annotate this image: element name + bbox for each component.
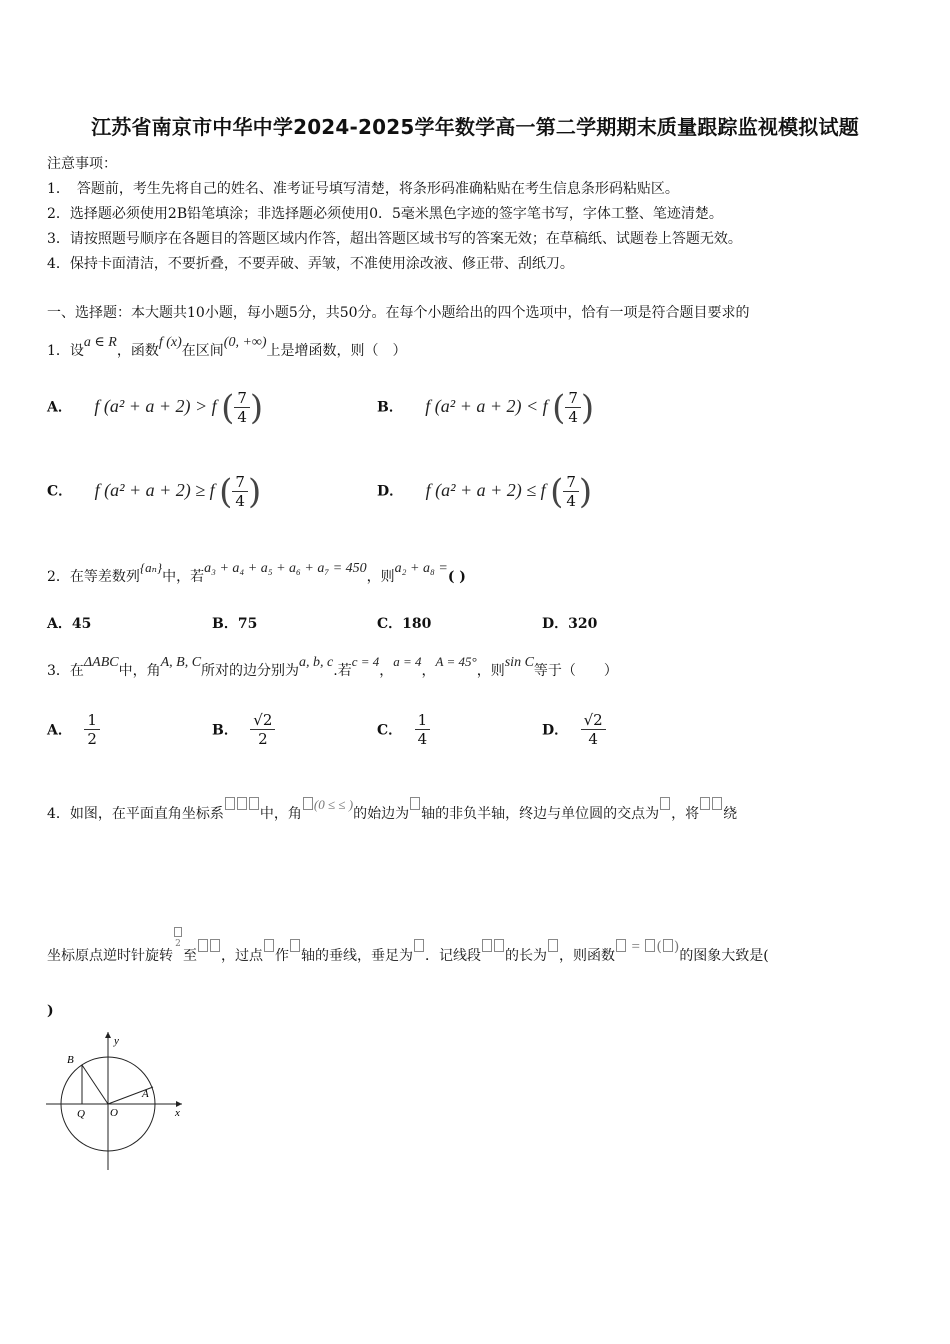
- q1-math: f (x): [158, 335, 182, 350]
- option-value: 45: [71, 616, 92, 632]
- section-heading: 一、选择题：本大题共10小题，每小题5分，共50分。在每个小题给出的四个选项中，恰有一项是符合题目要求的: [47, 305, 750, 321]
- q2-math: {aₙ}: [139, 560, 163, 575]
- notice-item: 2．选择题必须使用2B铅笔填涂；非选择题必须使用0．5毫米黑色字迹的签字笔书写，字体工整、笔迹清楚。: [47, 206, 723, 222]
- fraction-denominator: 4: [565, 407, 581, 426]
- q3-math: a = 4: [393, 654, 422, 669]
- q2-option-d[interactable]: [542, 613, 597, 633]
- q4-text: ，过点: [221, 948, 263, 964]
- fraction-denominator: 4: [234, 407, 250, 426]
- q4-math: (0 ≤ ≤ ): [313, 797, 354, 812]
- notice-heading: 注意事项：: [47, 156, 117, 172]
- fraction-denominator: 4: [232, 491, 248, 510]
- q4-text: 4．如图，在平面直角坐标系: [47, 806, 224, 822]
- q4-text: 中，角: [259, 806, 302, 822]
- q2-option-c[interactable]: [377, 613, 431, 633]
- option-label: D．: [542, 616, 569, 632]
- option-label: A．: [47, 722, 72, 739]
- notice-item: 1． 答题前，考生先将自己的姓名、准考证号填写清楚，将条形码准确粘贴在考生信息条形码粘贴区。: [47, 181, 679, 197]
- fraction-numerator: 1: [87, 711, 97, 729]
- q4-text: 的长为: [505, 948, 547, 964]
- q2-text: ( ): [447, 569, 466, 585]
- q4-text: 至: [183, 948, 197, 964]
- option-value: 75: [237, 616, 258, 632]
- q2-option-b[interactable]: [212, 613, 257, 633]
- q2-text: 中，若: [162, 569, 205, 585]
- option-label: B．: [212, 722, 238, 739]
- option-label: D．: [377, 483, 404, 500]
- q4-text: 轴的垂线，垂足为: [301, 948, 413, 964]
- option-expression: f (a² + a + 2) ≥ f: [94, 479, 215, 500]
- q3-option-b[interactable]: [212, 711, 275, 748]
- q3-math: ΔABC: [83, 655, 119, 670]
- question-4-line-1: [47, 797, 738, 823]
- q3-math: sin C: [504, 655, 534, 670]
- option-expression: f (a² + a + 2) ≤ f: [425, 479, 546, 500]
- option-label: C．: [377, 722, 403, 739]
- q1-text: 上是增函数，则（ ）: [266, 343, 407, 359]
- q4-text: ，将: [671, 806, 700, 822]
- question-1: [47, 335, 407, 360]
- q1-text: 在区间: [181, 343, 224, 359]
- option-expression: f (a² + a + 2) > f: [94, 395, 217, 416]
- fraction-denominator: 2: [250, 729, 275, 748]
- notice-item: 3．请按照题号顺序在各题目的答题区域内作答，超出答题区域书写的答案无效；在草稿纸、试题卷上答题无效。: [47, 231, 742, 247]
- option-label: B．: [377, 399, 403, 416]
- option-label: B．: [212, 616, 238, 632]
- label-y: y: [114, 1035, 119, 1047]
- q3-option-d[interactable]: [542, 711, 606, 748]
- q4-text: ．记线段: [425, 948, 481, 964]
- q2-text: 2．在等差数列: [47, 569, 140, 585]
- fraction-denominator: 4: [581, 729, 606, 748]
- option-expression: f (a² + a + 2) < f: [425, 395, 548, 416]
- q3-math: A = 45°: [435, 654, 477, 669]
- fraction-numerator: 7: [566, 473, 576, 491]
- q4-math: =: [631, 939, 640, 955]
- q4-text: 轴的非负半轴，终边与单位圆的交点为: [421, 806, 660, 822]
- label-b: B: [67, 1054, 74, 1066]
- fraction-denominator: 4: [563, 491, 579, 510]
- fraction-numerator: √2: [583, 711, 603, 729]
- page-title: 江苏省南京市中华中学2024-2025学年数学高一第二学期期末质量跟踪监视模拟试题: [91, 115, 859, 139]
- option-value: 320: [568, 616, 598, 632]
- fraction-numerator: 7: [237, 389, 247, 407]
- option-label: A．: [47, 616, 72, 632]
- q2-option-a[interactable]: [47, 613, 91, 633]
- label-o: O: [110, 1107, 118, 1119]
- fraction-denominator: 2: [84, 729, 100, 748]
- q3-text: ，: [421, 663, 436, 679]
- fraction-numerator: 7: [235, 473, 245, 491]
- q3-text: ，则: [476, 663, 505, 679]
- q1-option-a[interactable]: A． f (a² + a + 2) > f ( $\frac{7}{4}$ ): [47, 387, 264, 428]
- q3-text: .若: [333, 663, 352, 679]
- q3-text: 3．在: [47, 663, 84, 679]
- q1-option-b[interactable]: B． f (a² + a + 2) < f ( $\frac{7}{4}$ ): [377, 387, 595, 428]
- q3-text: 等于（ ）: [533, 663, 618, 679]
- fraction-numerator: √2: [253, 711, 273, 729]
- unit-circle-figure: [44, 1028, 184, 1173]
- label-x: x: [175, 1107, 180, 1119]
- question-4-line-3: ): [47, 1003, 54, 1019]
- q4-text: 的图象大致是(: [679, 948, 769, 964]
- q3-math: a, b, c: [299, 655, 334, 670]
- q1-text: ，函数: [116, 343, 159, 359]
- q1-option-d[interactable]: D． f (a² + a + 2) ≤ f ( $\frac{7}{4}$ ): [377, 471, 593, 512]
- q4-text: ，则函数: [559, 948, 615, 964]
- q2-text: ，则: [366, 569, 395, 585]
- y-axis-arrow: [105, 1032, 111, 1038]
- q4-text: 绕: [723, 806, 738, 822]
- notice-item: 4．保持卡面清洁，不要折叠，不要弄破、弄皱，不准使用涂改液、修正带、刮纸刀。: [47, 256, 574, 272]
- q3-math: A, B, C: [160, 655, 202, 670]
- segment-ob: [82, 1065, 108, 1104]
- option-label: D．: [542, 722, 569, 739]
- question-4-line-2: 坐标原点逆时针旋转 2至 ，过点 作 轴的垂线，垂足为 ．记线段 的长为 ，则函数 = ( )的图象大致是(: [47, 927, 769, 965]
- q1-math: (0, +∞): [223, 335, 267, 350]
- fraction-numerator: 7: [568, 389, 578, 407]
- question-2: [47, 560, 466, 586]
- q3-math: c = 4: [351, 654, 380, 669]
- q1-math: a ∈ R: [83, 335, 117, 350]
- option-label: A．: [47, 399, 72, 416]
- q2-math: a₂ + a₈ =: [394, 561, 448, 576]
- option-label: C．: [377, 616, 403, 632]
- q3-text: 中，角: [118, 663, 161, 679]
- q3-text: ，: [379, 663, 394, 679]
- fraction-numerator: 1: [417, 711, 428, 729]
- label-q: Q: [77, 1108, 85, 1120]
- option-label: C．: [47, 483, 73, 500]
- fraction-denominator: 4: [415, 729, 431, 748]
- q4-text: 的始边为: [353, 806, 410, 822]
- q4-text: 作: [275, 948, 289, 964]
- option-value: 180: [402, 616, 432, 632]
- q1-option-c[interactable]: C． f (a² + a + 2) ≥ f ( $\frac{7}{4}$ ): [47, 471, 262, 512]
- q1-text: 1．设: [47, 343, 84, 359]
- q3-text: 所对的边分别为: [201, 663, 300, 679]
- q2-math: a₃ + a₄ + a₅ + a₆ + a₇ = 450: [204, 561, 367, 576]
- label-a: A: [142, 1088, 149, 1100]
- question-3: [47, 654, 618, 680]
- q4-text: 坐标原点逆时针旋转: [47, 948, 173, 964]
- q3-option-c[interactable]: [377, 711, 430, 748]
- q3-option-a[interactable]: [47, 711, 100, 748]
